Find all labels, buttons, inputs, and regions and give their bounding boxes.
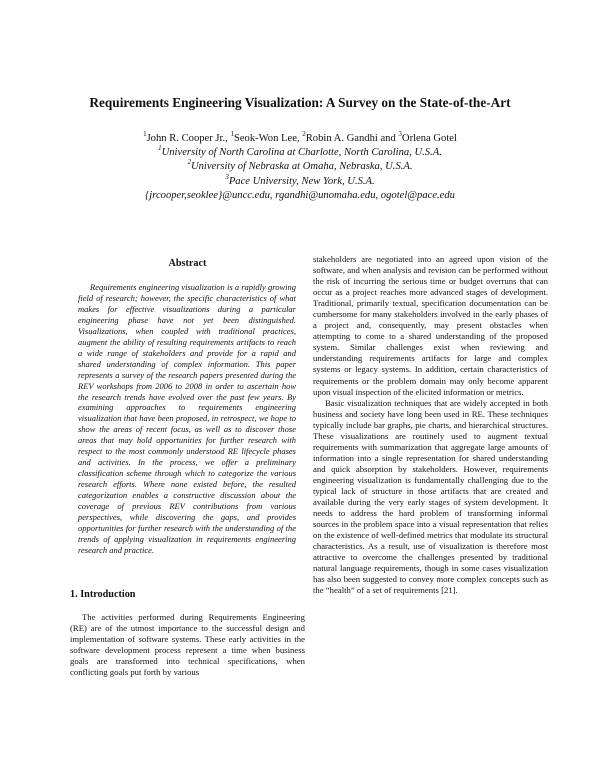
section-heading-introduction: 1. Introduction: [70, 589, 136, 600]
abstract-text: Requirements engineering visualization is a rapidly growing field of research; however, the specific characteristics of what makes for effective visualizations during a particular engineering phase have not yet been distinguished. Visualizations, when coupled with traditional practices, augment the ability of resulting requirements artifacts to reach a wide range of stakeholders and provide for a rapid and shared understanding of complex information. This paper represents a survey of the research papers presented during the REV workshops from 2006 to 2008 in order to ascertain how the research trends have evolved over the past few years. By examining approaches to requirements engineering visualization that have been proposed, in retrospect, we hope to show the areas of recent focus, as well as to discover those areas that may hold opportunities for further research with respect to the most commonly understood RE lifecycle phases and activities. In the process, we offer a preliminary classification scheme through which to categorize the various research efforts. Where none existed before, the resulted categorization enables a constructive discussion about the coverage of previous REV contributions from various perspectives, while discovering the gaps, and provides opportunities for further research with the understanding of the trends of applying visualization in requirements engineering research and practice.: [78, 282, 296, 555]
affiliation-sup: 3: [225, 172, 229, 181]
paper-title: Requirements Engineering Visualization: A Survey on the State-of-the-Art: [89, 95, 511, 110]
affiliation-sup: 2: [187, 158, 191, 167]
author-sup: 3: [398, 130, 402, 138]
author-block: [60, 132, 540, 203]
affiliation-sup: 1: [158, 144, 162, 153]
right-column: [313, 254, 548, 596]
abstract-heading: Abstract: [168, 258, 207, 269]
author-sup: 1: [230, 130, 234, 138]
intro-paragraph-left: The activities performed during Requirements Engineering (RE) are of the utmost importance to the successful design and implementation of software systems. These early activities in the software development process represent a time when business goals are transformed into technical specifications, when conflicting goals put forth by various: [70, 612, 305, 678]
author-name: Robin A. Gandhi and: [305, 133, 399, 144]
author-sup: 1: [143, 130, 147, 138]
author-sup: 2: [302, 130, 306, 138]
affiliation: [60, 172, 540, 189]
author-names: [60, 132, 540, 146]
author-name: Seok-Won Lee,: [233, 133, 303, 144]
affiliation: [60, 160, 540, 174]
affiliation-text: Pace University, New York, U.S.A.: [228, 175, 375, 187]
author-name: Orlena Gotel: [401, 133, 457, 144]
affiliation: [60, 146, 540, 160]
affiliation-text: University of Nebraska at Omaha, Nebraska, U.S.A.: [190, 161, 413, 173]
body-paragraph: Basic visualization techniques that are widely accepted in both business and society have long been used in RE. These techniques typically include bar graphs, pie charts, and hierarchical structures. These visualizations are routinely used to augment textual requirements with summarization that aggregate large amounts of information into a single representation for shared understanding and quick absorption by stakeholders. However, requirements engineering visualization is fundamentally challenging due to the typical lack of structure in those artifacts that are created and available during the very early stages of system development. It needs to address the hard problem of transforming informal sources in the problem space into a visual representation that relies on the existence of well-defined metrics that modulate its structural characteristics. As a result, use of visualization is therefore most attractive to overcome the challenges presented by traditional natural language requirements, though in some cases visualization has also been suggested to convey more complex concepts such as the “health” of a set of requirements [21].: [313, 397, 548, 596]
body-paragraph: stakeholders are negotiated into an agreed upon vision of the software, and when analysis and revision can be performed without the risk of incurring the serious time or budget overruns that can occur as a project reaches more advanced stages of development. Traditional, primarily textual, specification documentation can be cumbersome for many stakeholders involved in the early phases of a project and, consequently, may present obstacles when attempting to come to a shared understanding of the proposed system. Similar challenges exist when reviewing and understanding requirements artifacts for large and complex systems or legacy systems. In addition, certain characteristics of requirements or the problem domain may only become apparent upon visual inspection of the elicited information or metrics.: [313, 254, 548, 397]
affiliation-text: University of North Carolina at Charlotte, North Carolina, U.S.A.: [161, 147, 442, 159]
author-emails: {jrcooper,seoklee}@uncc.edu, rgandhi@unomaha.edu, ogotel@pace.edu: [145, 189, 455, 201]
author-name: John R. Cooper Jr.,: [146, 133, 231, 144]
